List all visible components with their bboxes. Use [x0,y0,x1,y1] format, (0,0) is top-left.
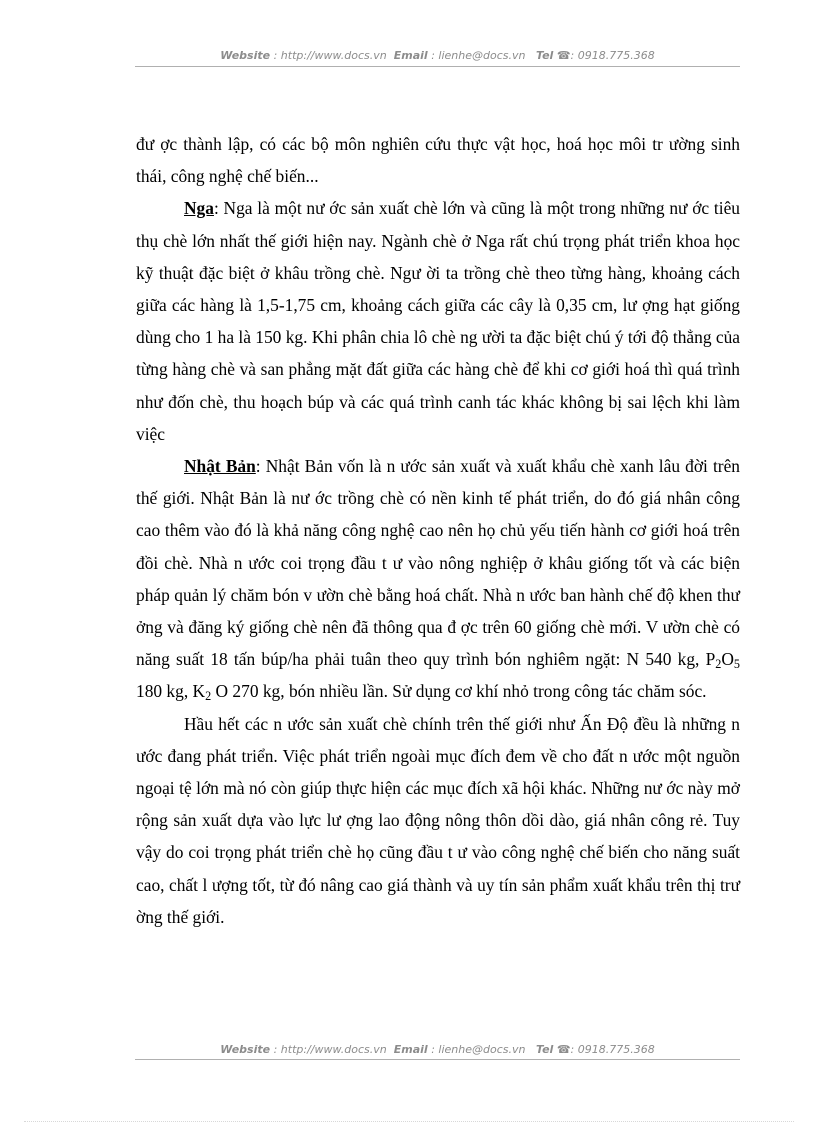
phone-icon: ☎ [556,49,571,62]
document-body [136,128,740,933]
paragraph-developing-countries: Hầu hết các n ước sản xuất chè chính trên thế giới như Ấn Độ đều là những n ước đang phát triển. Việc phát triển ngoài mục đích đem về cho đất n ước một nguồn ngoại tệ lớn mà nó còn giúp thực hiện các mục đích xã hội khác. Những nư ớc này mở rộng sản xuất dựa vào lực lư ợng lao động nông thôn dồi dào, giá nhân công rẻ. Tuy vậy do coi trọng phát triển chè họ cũng đầu t ư vào công nghệ chế biến cho năng suất cao, chất l ượng tốt, từ đó nâng cao giá thành và uy tín sản phẩm xuất khẩu trên thị trư ờng thế giới. [136,713,740,927]
subscript-o5: 5 [733,657,740,672]
header-email-label: Email [393,49,428,62]
header-email-value: : lienhe@docs.vn [431,49,526,62]
footer-website-label: Website [220,1043,271,1056]
phone-icon: ☎ [556,1043,571,1056]
footer-email-value: : lienhe@docs.vn [431,1043,526,1056]
paragraph-japan-text-c: 180 kg, K [136,681,206,702]
footer-rule [135,1059,740,1060]
subscript-k2: 2 [205,689,212,704]
paragraph-japan [136,450,740,708]
footer-tel-value: : 0918.775.368 [570,1043,655,1056]
heading-russia: Nga [184,198,214,219]
page-edge-divider [24,1121,794,1122]
page-header [135,49,740,62]
subscript-p2: 2 [715,657,722,672]
paragraph-russia [136,192,740,450]
header-website-label: Website [220,49,271,62]
heading-japan: Nhật Bản [184,456,256,477]
footer-website-value: : http://www.docs.vn [273,1043,387,1056]
paragraph-russia-text: : Nga là một nư ớc sản xuất chè lớn và cũng là một trong những nư ớc tiêu thụ chè lớn nhất thế giới hiện nay. Ngành chè ở Nga rất chú trọng phát triển khoa học kỹ thuật đặc biệt ở khâu trồng chè. Ngư ời ta trồng chè theo từng hàng, khoảng cách giữa các hàng là 1,5-1,75 cm, khoảng cách giữa các cây là 0,35 cm, lư ợng hạt giống dùng cho 1 ha là 150 kg. Khi phân chia lô chè ng ười ta đặc biệt chú ý tới độ thẳng của từng hàng chè và san phẳng mặt đất giữa các hàng chè để khi cơ giới hoá thì quá trình như đốn chè, thu hoạch búp và các quá trình canh tác khác không bị sai lệch khi làm việc [136,198,740,444]
page-footer [135,1043,740,1056]
header-tel-value: : 0918.775.368 [570,49,655,62]
paragraph-japan-text-b: O [721,649,734,670]
header-rule [135,66,740,67]
footer-email-label: Email [393,1043,428,1056]
paragraph-japan-text-d: O 270 kg, bón nhiều lần. Sử dụng cơ khí nhỏ trong công tác chăm sóc. [211,681,707,702]
paragraph-japan-text-a: : Nhật Bản vốn là n ước sản xuất và xuất khẩu chè xanh lâu đời trên thế giới. Nhật Bản là nư ớc trồng chè có nền kinh tế phát triển, do đó giá nhân công cao thêm vào đó là khả năng công nghệ cao nên họ chủ yếu tiến hành cơ giới hoá trên đồi chè. Nhà n ước coi trọng đầu t ư vào nông nghiệp ở khâu giống tốt và các biện pháp quản lý chăm bón v ườn chè bằng hoá chất. Nhà n ước ban hành chế độ khen thư ởng và đăng ký giống chè nên đã thông qua đ ợc trên 60 giống chè mới. V ườn chè có năng suất 18 tấn búp/ha phải tuân theo quy trình bón nghiêm ngặt: N 540 kg, P [136,456,740,670]
header-tel-label: Tel [535,49,554,62]
header-website-value: : http://www.docs.vn [273,49,387,62]
paragraph-intro: đư ợc thành lập, có các bộ môn nghiên cứu thực vật học, hoá học môi tr ường sinh thái, công nghệ chế biến... [136,134,740,187]
footer-tel-label: Tel [535,1043,554,1056]
